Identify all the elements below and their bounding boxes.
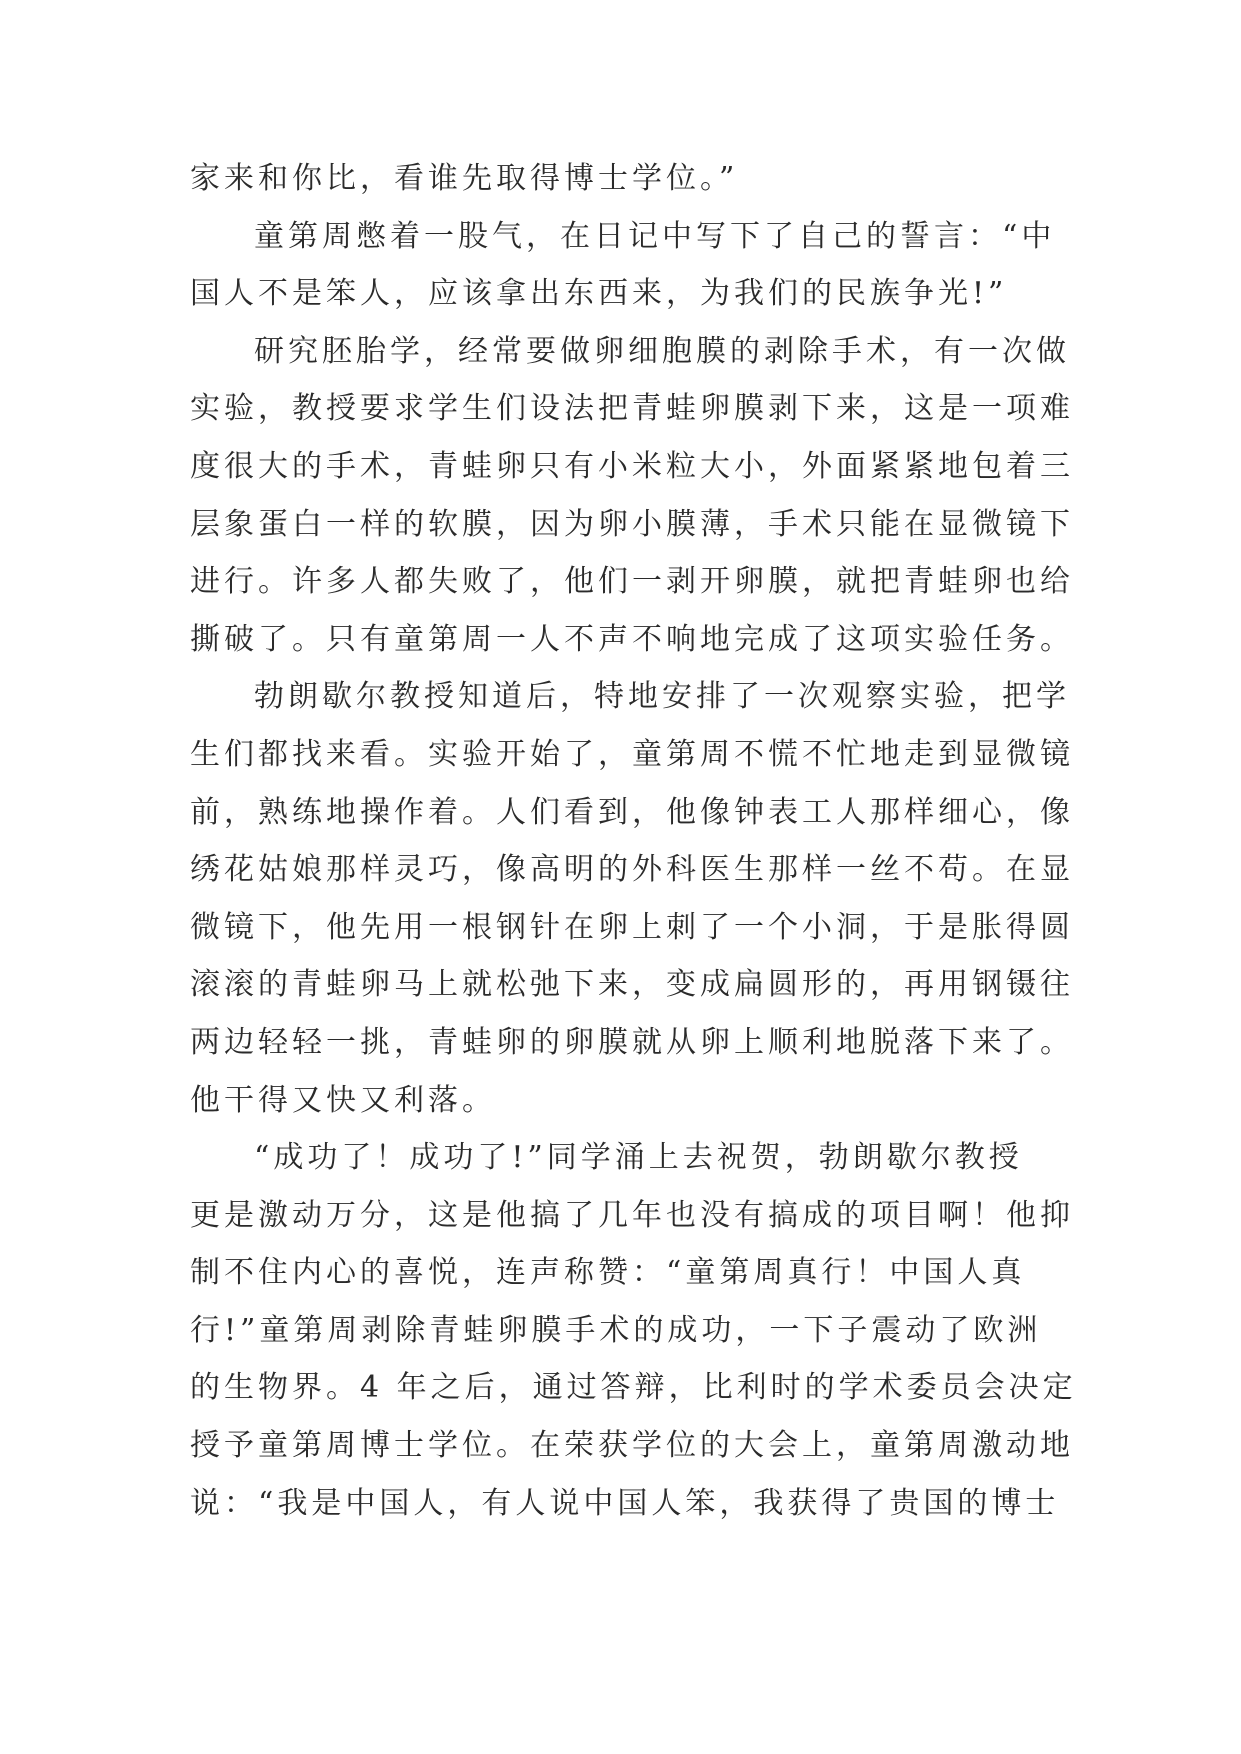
paragraph-first-line: 勃朗歇尔教授知道后，特地安排了一次观察实验，把学	[254, 679, 1070, 715]
text-line: 前，熟练地操作着。人们看到，他像钟表工人那样细心，像	[190, 794, 1074, 830]
text-line: 制不住内心的喜悦，连声称赞：“童第周真行！中国人真	[190, 1255, 1026, 1291]
body-text	[190, 150, 1077, 1532]
text-line: 国人不是笨人，应该拿出东西来，为我们的民族争光!”	[190, 276, 1008, 312]
text-line: 实验，教授要求学生们设法把青蛙卵膜剥下来，这是一项难	[190, 391, 1074, 427]
text-line: 进行。许多人都失败了，他们一剥开卵膜，就把青蛙卵也给	[190, 564, 1074, 600]
text-line: 授予童第周博士学位。在荣获学位的大会上，童第周激动地	[190, 1428, 1074, 1464]
paragraph-first-line: 研究胚胎学，经常要做卵细胞膜的剥除手术，有一次做	[254, 333, 1070, 369]
text-line: 两边轻轻一挑，青蛙卵的卵膜就从卵上顺利地脱落下来了。	[190, 1024, 1074, 1060]
text-line: 更是激动万分，这是他搞了几年也没有搞成的项目啊！他抑	[190, 1197, 1074, 1233]
text-line: 生们都找来看。实验开始了，童第周不慌不忙地走到显微镜	[190, 736, 1074, 772]
text-line: 他干得又快又利落。	[190, 1082, 496, 1118]
text-line: 行!”童第周剥除青蛙卵膜手术的成功，一下子震动了欧洲	[190, 1312, 1042, 1348]
paragraph-first-line: 童第周憋着一股气，在日记中写下了自己的誓言：“中	[254, 218, 1056, 254]
paragraph-first-line: “成功了！成功了!”同学涌上去祝贺，勃朗歇尔教授	[254, 1140, 1023, 1176]
text-line: 层象蛋白一样的软膜，因为卵小膜薄，手术只能在显微镜下	[190, 506, 1074, 542]
text-line: 家来和你比，看谁先取得博士学位。”	[190, 161, 739, 196]
text-line: 滚滚的青蛙卵马上就松弛下来，变成扁圆形的，再用钢镊往	[190, 967, 1074, 1003]
text-line: 度很大的手术，青蛙卵只有小米粒大小，外面紧紧地包着三	[190, 448, 1074, 484]
text-line: 绣花姑娘那样灵巧，像高明的外科医生那样一丝不苟。在显	[190, 852, 1074, 888]
text-line: 撕破了。只有童第周一人不声不响地完成了这项实验任务。	[190, 621, 1074, 657]
text-line: 说：“我是中国人，有人说中国人笨，我获得了贵国的博士	[190, 1485, 1060, 1521]
text-line: 的生物界。4 年之后，通过答辩，比利时的学术委员会决定	[190, 1370, 1077, 1406]
text-line: 微镜下，他先用一根钢针在卵上刺了一个小洞，于是胀得圆	[190, 909, 1074, 945]
